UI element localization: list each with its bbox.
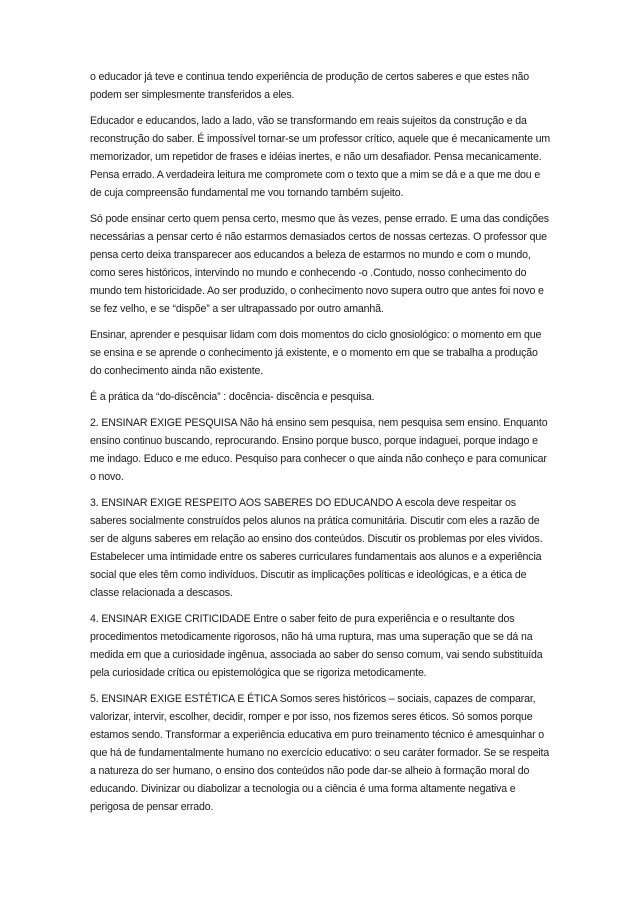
paragraph-section-criticidade: 4. ENSINAR EXIGE CRITICIDADE Entre o saber feito de pura experiência e o resultante dos procedimentos metodicamente rigorosos, não há uma ruptura, mas uma superação que se dá na medida em que a curiosidade ingênua, associada ao saber do senso comum, vai sendo substituída pela curiosidade crítica ou epistemológica que se rigoriza metodicamente. xyxy=(90,613,543,679)
document-page xyxy=(90,68,552,824)
paragraph-section-estetica-etica: 5. ENSINAR EXIGE ESTÉTICA E ÉTICA Somos seres históricos – sociais, capazes de comparar, valorizar, intervir, escolher, decidir, romper e por isso, nos fizemos seres éticos. Só somos porque estamos sendo. Transformar a experiência educativa em puro treinamento técnico é amesquinhar o que há de fundamentalmente humano no exercício educativo: o seu caráter formador. Se se respeita a natureza do ser humano, o ensino dos conteúdos não pode dar-se alheio à formação moral do educando. Divinizar ou diabolizar a tecnologia ou a ciência é uma forma altamente negativa e perigosa de pensar errado. xyxy=(90,693,550,813)
paragraph-pensar-certo: Só pode ensinar certo quem pensa certo, mesmo que às vezes, pense errado. E uma das condições necessárias a pensar certo é não estarmos demasiados certos de nossas certezas. O professor que pensa certo deixa transparecer aos educandos a beleza de estarmos no mundo e com o mundo, como seres históricos, intervindo no mundo e conhecendo -o .Contudo, nosso conhecimento do mundo tem historicidade. Ao ser produzido, o conhecimento novo supera outro que antes foi novo e se fez velho, e se “dispõe” a ser ultrapassado por outro amanhã. xyxy=(90,213,549,315)
paragraph-educador-saberes: o educador já teve e continua tendo experiência de produção de certos saberes e que estes não podem ser simplesmente transferidos a eles. xyxy=(90,71,529,101)
paragraph-educador-educandos: Educador e educandos, lado a lado, vão se transformando em reais sujeitos da construção e da reconstrução do saber. É impossível tornar-se um professor crítico, aquele que é mecanicamente um memorizador, um repetidor de frases e idéias inertes, e não um desafiador. Pensa mecanicamente. Pensa errado. A verdadeira leitura me compromete com o texto que a mim se dá e a que me dou e de cuja compreensão fundamental me vou tornando também sujeito. xyxy=(90,115,551,199)
paragraph-section-saberes-educando: 3. ENSINAR EXIGE RESPEITO AOS SABERES DO EDUCANDO A escola deve respeitar os saberes socialmente construídos pelos alunos na prática comunitária. Discutir com eles a razão de ser de alguns saberes em relação ao ensino dos conteúdos. Discutir os problemas por eles vividos. Estabelecer uma intimidade entre os saberes curriculares fundamentais aos alunos e a experiência social que eles têm como indivíduos. Discutir as implicações políticas e ideológicas, e a ética de classe relacionada a descasos. xyxy=(90,497,543,599)
paragraph-section-pesquisa: 2. ENSINAR EXIGE PESQUISA Não há ensino sem pesquisa, nem pesquisa sem ensino. Enquanto ensino continuo buscando, reprocurando. Ensino porque busco, porque indaguei, porque indago e me indago. Educo e me educo. Pesquiso para conhecer o que ainda não conheço e para comunicar o novo. xyxy=(90,417,548,483)
paragraph-do-discencia: É a prática da “do-discência” : docência- discência e pesquisa. xyxy=(90,391,375,403)
paragraph-ciclo-gnosiologico: Ensinar, aprender e pesquisar lidam com dois momentos do ciclo gnosiológico: o momento em que se ensina e se aprende o conhecimento já existente, e o momento em que se trabalha a produção do conhecimento ainda não existente. xyxy=(90,329,542,377)
